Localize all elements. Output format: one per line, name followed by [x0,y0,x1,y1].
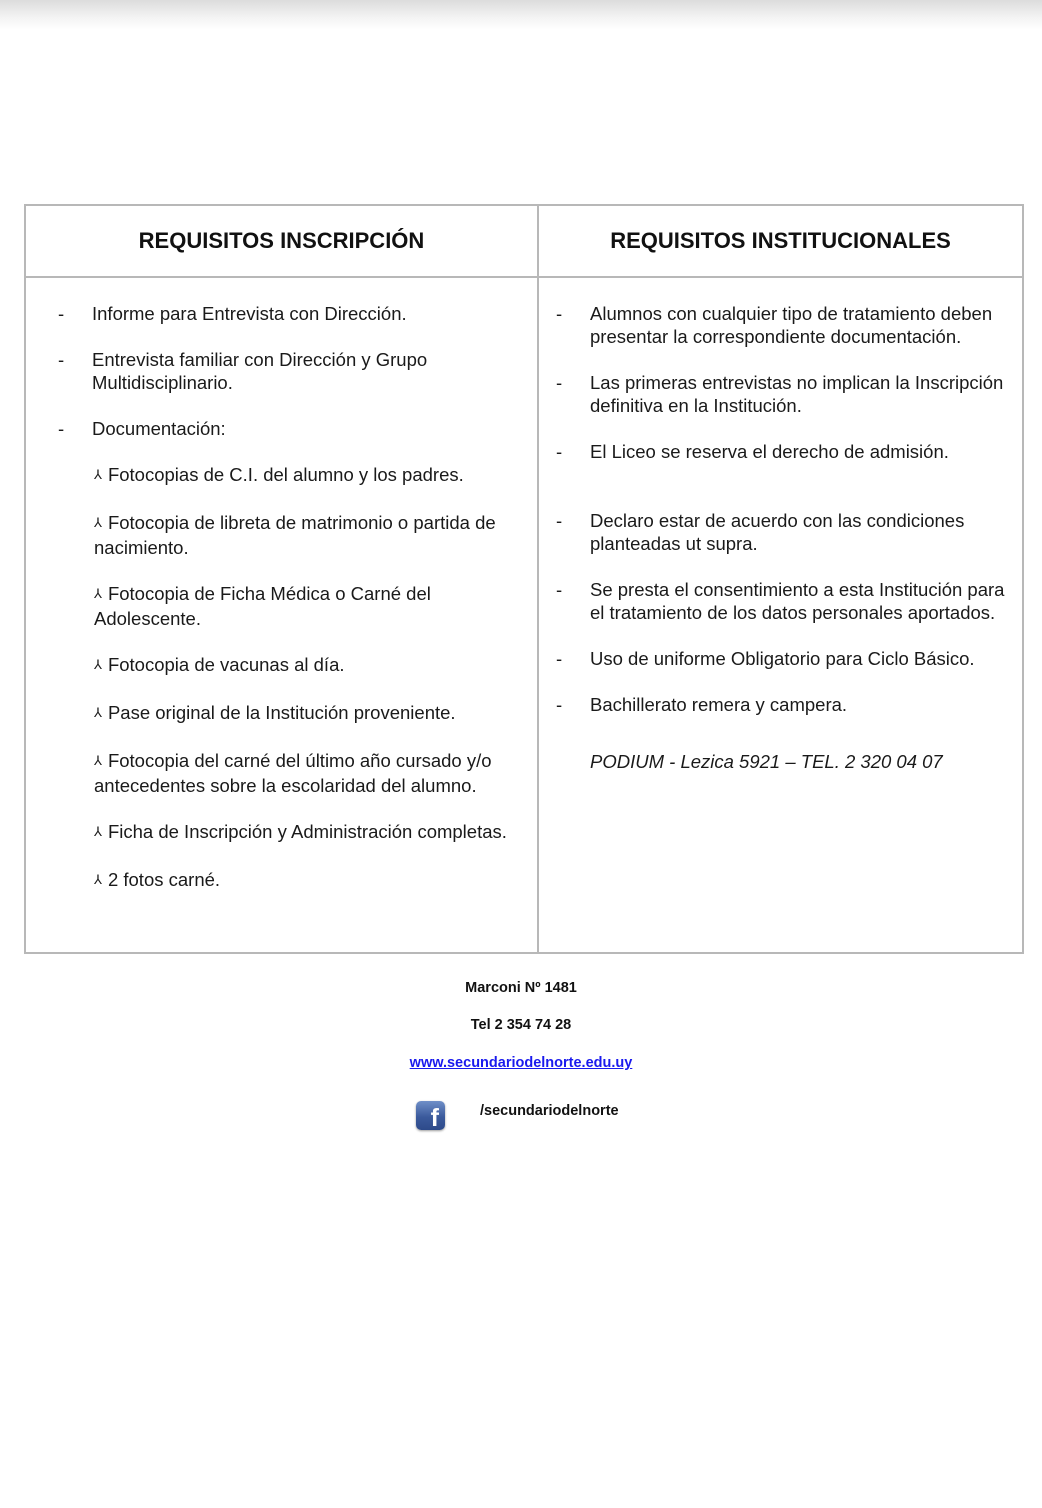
facebook-handle: /secundariodelnorte [480,1103,619,1119]
list-item [26,417,537,440]
header-requisitos-institucionales: REQUISITOS INSTITUCIONALES [538,205,1023,277]
list-item [539,509,1022,555]
footer-website-wrap [0,1055,1042,1071]
dash-bullet: - [58,349,65,370]
institucionales-cell [538,277,1023,953]
item-text: Entrevista familiar con Dirección y Grupo Multidisciplinario. [92,349,428,393]
caret-bullet-icon: ⅄ [94,824,102,839]
requirements-table [24,204,1024,954]
sub-item [94,582,537,630]
dash-bullet: - [556,303,563,324]
item-text: Documentación: [92,418,226,439]
sub-item [94,701,537,726]
item-text: Declaro estar de acuerdo con las condiciones planteadas ut supra. [590,510,965,554]
sub-item [94,511,537,559]
item-text: Informe para Entrevista con Dirección. [92,303,407,324]
sub-item [94,820,537,845]
list-item [539,578,1022,624]
list-item [539,371,1022,417]
inscripcion-cell [25,277,538,953]
sub-item-text: Ficha de Inscripción y Administración completas. [107,821,507,842]
dash-bullet: - [556,441,563,462]
dash-bullet: - [556,510,563,531]
facebook-icon[interactable]: f [416,1101,445,1130]
footer-phone: Tel 2 354 74 28 [470,1017,572,1033]
caret-bullet-icon: ⅄ [94,872,102,887]
dash-bullet: - [556,372,563,393]
table-header-row [25,205,1023,277]
caret-bullet-icon: ⅄ [94,515,102,530]
sub-item [94,749,537,797]
sub-item-text: Fotocopia del carné del último año cursado y/o antecedentes sobre la escolaridad del alumno. [94,750,492,796]
sub-item-text: Fotocopia de vacunas al día. [107,654,345,675]
caret-bullet-icon: ⅄ [94,586,102,601]
list-item [539,440,1022,463]
sub-item-text: Pase original de la Institución proveniente. [107,702,456,723]
footer-address: Marconi Nº 1481 [465,980,577,996]
spacer [539,486,1022,509]
caret-bullet-icon: ⅄ [94,467,102,482]
sub-item [94,463,537,488]
list-item [539,693,1022,716]
item-text: Alumnos con cualquier tipo de tratamiento deben presentar la correspondiente documentación. [590,303,993,347]
caret-bullet-icon: ⅄ [94,753,102,768]
dash-bullet: - [556,694,563,715]
dash-bullet: - [58,303,65,324]
item-text: Uso de uniforme Obligatorio para Ciclo Básico. [590,648,975,669]
top-shadow [0,0,1042,30]
dash-bullet: - [556,579,563,600]
sub-item-text: Fotocopia de Ficha Médica o Carné del Adolescente. [94,583,431,629]
list-item [26,348,537,394]
item-text: Bachillerato remera y campera. [590,694,848,715]
dash-bullet: - [58,418,65,439]
item-text: El Liceo se reserva el derecho de admisión. [590,441,949,462]
caret-bullet-icon: ⅄ [94,657,102,672]
list-item [539,647,1022,670]
sub-item-text: Fotocopias de C.I. del alumno y los padres. [107,464,464,485]
dash-bullet: - [556,648,563,669]
header-requisitos-inscripcion: REQUISITOS INSCRIPCIÓN [25,205,538,277]
website-link[interactable]: www.secundariodelnorte.edu.uy [409,1055,633,1071]
item-text: Se presta el consentimiento a esta Institución para el tratamiento de los datos personales aportados. [590,579,1005,623]
caret-bullet-icon: ⅄ [94,705,102,720]
sub-item [94,868,537,893]
podium-contact: PODIUM - Lezica 5921 – TEL. 2 320 04 07 [590,751,943,772]
list-item [539,302,1022,348]
item-text: Las primeras entrevistas no implican la Inscripción definitiva en la Institución. [590,372,1004,416]
sub-item [94,653,537,678]
sub-item-text: Fotocopia de libreta de matrimonio o partida de nacimiento. [94,512,496,558]
table-body-row [25,277,1023,953]
sub-item-text: 2 fotos carné. [107,869,221,890]
list-item [26,302,537,325]
